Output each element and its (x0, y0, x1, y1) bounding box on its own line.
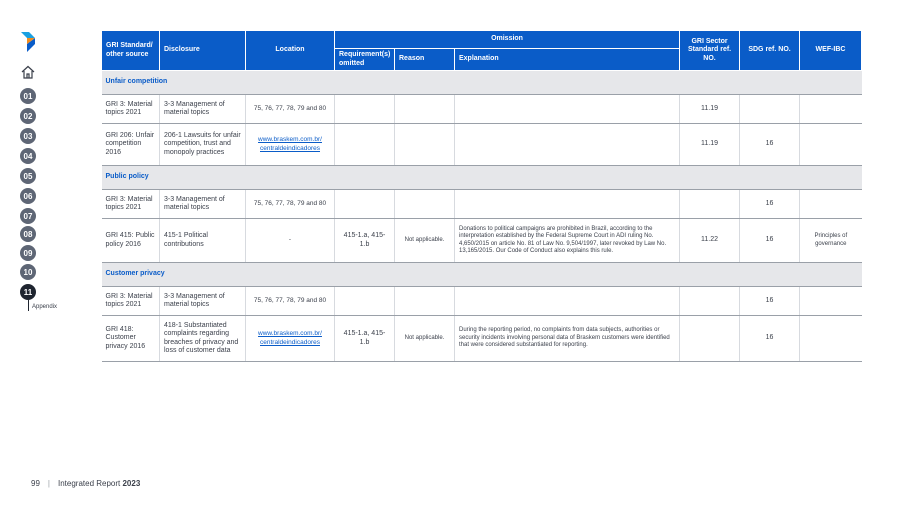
table-row (102, 124, 862, 166)
home-icon[interactable] (20, 64, 36, 80)
header-location: Location (246, 31, 335, 71)
cell-disclosure: 418-1 Substantiated complaints regarding breaches of privacy and loss of customer data (160, 316, 246, 362)
header-reason: Reason (395, 49, 455, 71)
table-row (102, 316, 862, 362)
cell-location: 75, 76, 77, 78, 79 and 80 (246, 190, 335, 219)
cell-location (246, 124, 335, 166)
cell-gri-standard: GRI 3: Material topics 2021 (102, 287, 160, 316)
cell-reason: Not applicable. (395, 219, 455, 263)
cell-sdg-ref: 16 (740, 316, 800, 362)
nav-section-10[interactable]: 10 (20, 264, 36, 280)
cell-reason (395, 190, 455, 219)
cell-requirements-omitted (335, 190, 395, 219)
cell-requirements-omitted: 415-1.a, 415-1.b (335, 219, 395, 263)
active-section-label: Appendix (32, 304, 58, 310)
cell-wef-ibc (800, 95, 862, 124)
header-disclosure: Disclosure (160, 31, 246, 71)
active-section-marker (28, 297, 29, 311)
cell-explanation (455, 190, 680, 219)
cell-reason (395, 287, 455, 316)
cell-requirements-omitted (335, 95, 395, 124)
cell-location: 75, 76, 77, 78, 79 and 80 (246, 287, 335, 316)
page-number: 99 (31, 479, 40, 488)
cell-requirements-omitted (335, 124, 395, 166)
indicators-link[interactable]: www.braskem.com.br/ centraldeindicadores (258, 330, 322, 346)
nav-section-02[interactable]: 02 (20, 108, 36, 124)
nav-section-03[interactable]: 03 (20, 128, 36, 144)
cell-requirements-omitted (335, 287, 395, 316)
cell-disclosure: 3-3 Management of material topics (160, 287, 246, 316)
cell-wef-ibc (800, 287, 862, 316)
cell-disclosure: 206-1 Lawsuits for unfair competition, trust and monopoly practices (160, 124, 246, 166)
indicators-link[interactable]: www.braskem.com.br/ centraldeindicadores (258, 136, 322, 152)
cell-disclosure: 3-3 Management of material topics (160, 190, 246, 219)
cell-gri-standard: GRI 3: Material topics 2021 (102, 95, 160, 124)
footer-divider: | (47, 479, 50, 488)
report-year: 2023 (122, 479, 141, 488)
cell-gri-standard: GRI 3: Material topics 2021 (102, 190, 160, 219)
cell-location: 75, 76, 77, 78, 79 and 80 (246, 95, 335, 124)
cell-sector-ref: 11.22 (680, 219, 740, 263)
cell-gri-standard: GRI 206: Unfair competition 2016 (102, 124, 160, 166)
cell-gri-standard: GRI 415: Public policy 2016 (102, 219, 160, 263)
header-gri-standard: GRI Standard/ other source (102, 31, 160, 71)
cell-sector-ref: 11.19 (680, 124, 740, 166)
table-row (102, 287, 862, 316)
section-header-row (102, 263, 862, 287)
nav-section-06[interactable]: 06 (20, 188, 36, 204)
nav-section-08[interactable]: 08 (20, 226, 36, 242)
cell-sector-ref (680, 316, 740, 362)
cell-wef-ibc (800, 190, 862, 219)
cell-wef-ibc (800, 124, 862, 166)
nav-section-01[interactable]: 01 (20, 88, 36, 104)
sidebar-nav (0, 0, 60, 507)
header-omission: Omission (335, 31, 680, 49)
nav-section-05[interactable]: 05 (20, 168, 36, 184)
cell-location: - (246, 219, 335, 263)
cell-explanation (455, 287, 680, 316)
cell-sector-ref (680, 287, 740, 316)
cell-sdg-ref: 16 (740, 190, 800, 219)
cell-requirements-omitted: 415-1.a, 415-1.b (335, 316, 395, 362)
cell-gri-standard: GRI 418: Customer privacy 2016 (102, 316, 160, 362)
cell-sector-ref: 11.19 (680, 95, 740, 124)
header-wef-ibc: WEF-IBC (800, 31, 862, 71)
section-title: Unfair competition (102, 71, 862, 95)
cell-location (246, 316, 335, 362)
cell-explanation: Donations to political campaigns are prohibited in Brazil, according to the interpretation established by the Federal Supreme Court in ADI ruling No. 4,650/2015 on article No. 81 of Law No. 9,504/1997, later revoked by Law No. 13,165/2015. Our Code of Conduct also explains this rule. (455, 219, 680, 263)
cell-disclosure: 415-1 Political contributions (160, 219, 246, 263)
cell-reason: Not applicable. (395, 316, 455, 362)
header-explanation: Explanation (455, 49, 680, 71)
table-row (102, 95, 862, 124)
header-sdg: SDG ref. NO. (740, 31, 800, 71)
braskem-logo-icon (19, 30, 37, 54)
header-sector-standard: GRI Sector Standard ref. NO. (680, 31, 740, 71)
cell-explanation (455, 124, 680, 166)
cell-sdg-ref: 16 (740, 124, 800, 166)
report-title: Integrated Report (57, 479, 121, 488)
cell-sdg-ref (740, 95, 800, 124)
nav-section-09[interactable]: 09 (20, 245, 36, 261)
cell-wef-ibc (800, 316, 862, 362)
table-row (102, 190, 862, 219)
nav-section-07[interactable]: 07 (20, 208, 36, 224)
header-requirements-omitted: Requirement(s) omitted (335, 49, 395, 71)
cell-explanation (455, 95, 680, 124)
nav-section-11[interactable]: 11 (20, 284, 36, 300)
cell-sector-ref (680, 190, 740, 219)
gri-content-index-table (101, 30, 862, 362)
page-footer (31, 479, 140, 488)
nav-section-04[interactable]: 04 (20, 148, 36, 164)
cell-wef-ibc: Principles of governance (800, 219, 862, 263)
cell-sdg-ref: 16 (740, 219, 800, 263)
table-row (102, 219, 862, 263)
cell-explanation: During the reporting period, no complaints from data subjects, authorities or security incidents involving personal data of Braskem customers were identified that were considered substantiated for reporting. (455, 316, 680, 362)
section-header-row (102, 166, 862, 190)
cell-disclosure: 3-3 Management of material topics (160, 95, 246, 124)
cell-reason (395, 124, 455, 166)
section-header-row (102, 71, 862, 95)
cell-reason (395, 95, 455, 124)
section-title: Public policy (102, 166, 862, 190)
cell-sdg-ref: 16 (740, 287, 800, 316)
section-title: Customer privacy (102, 263, 862, 287)
